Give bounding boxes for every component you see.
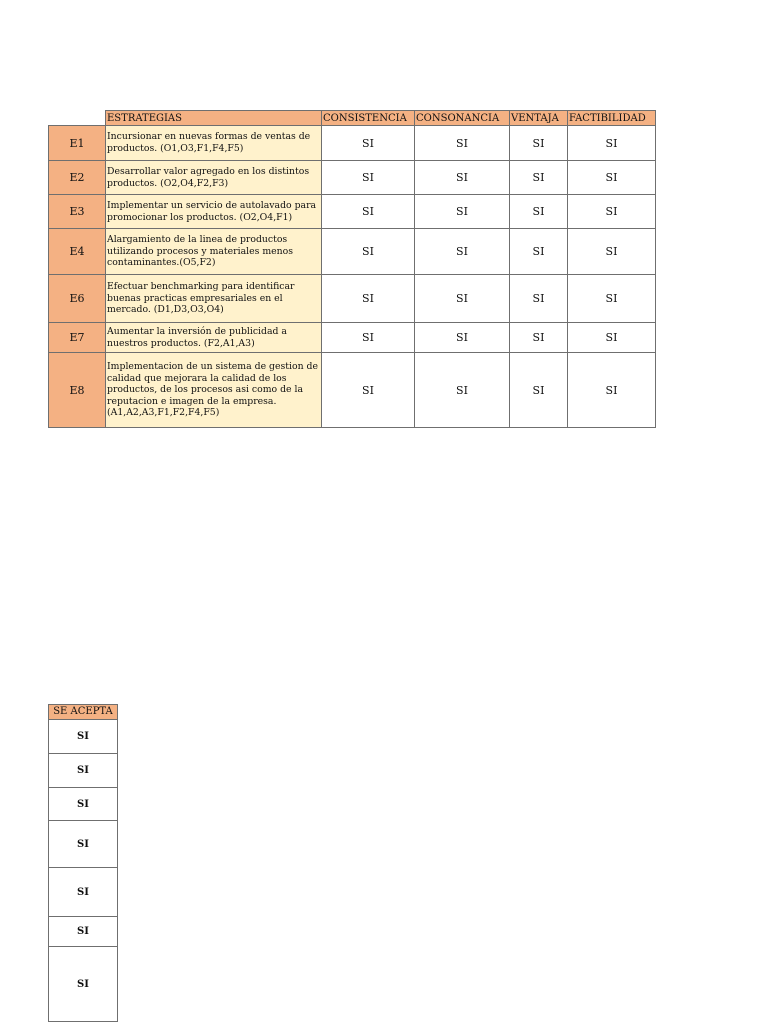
table-row: [49, 126, 656, 161]
consistencia-value: SI: [322, 353, 415, 428]
strategy-code: E7: [49, 323, 106, 353]
ventaja-value: SI: [510, 126, 568, 161]
factibilidad-value: SI: [568, 353, 656, 428]
table-row: [49, 195, 656, 229]
ventaja-value: SI: [510, 353, 568, 428]
header-se-acepta: SE ACEPTA: [49, 705, 118, 720]
acceptance-value: SI: [49, 720, 118, 754]
ventaja-value: SI: [510, 229, 568, 275]
corner-cell: [49, 111, 106, 126]
factibilidad-value: SI: [568, 126, 656, 161]
consonancia-value: SI: [415, 161, 510, 195]
acceptance-value: SI: [49, 754, 118, 788]
acceptance-table: [48, 704, 118, 1022]
consonancia-value: SI: [415, 353, 510, 428]
strategy-description: Desarrollar valor agregado en los distintos productos. (O2,O4,F2,F3): [106, 161, 322, 195]
header-factibilidad: FACTIBILIDAD: [568, 111, 656, 126]
consonancia-value: SI: [415, 275, 510, 323]
strategy-code: E4: [49, 229, 106, 275]
acceptance-value: SI: [49, 947, 118, 1022]
strategy-description: Alargamiento de la linea de productos utilizando procesos y materiales menos contaminantes.(O5,F2): [106, 229, 322, 275]
consonancia-value: SI: [415, 126, 510, 161]
strategy-evaluation-table: [48, 110, 656, 428]
acceptance-value: SI: [49, 917, 118, 947]
consistencia-value: SI: [322, 161, 415, 195]
consistencia-value: SI: [322, 323, 415, 353]
acceptance-value: SI: [49, 788, 118, 821]
strategy-description: Aumentar la inversión de publicidad a nuestros productos. (F2,A1,A3): [106, 323, 322, 353]
consonancia-value: SI: [415, 323, 510, 353]
consistencia-value: SI: [322, 126, 415, 161]
header-ventaja: VENTAJA: [510, 111, 568, 126]
factibilidad-value: SI: [568, 275, 656, 323]
factibilidad-value: SI: [568, 161, 656, 195]
acceptance-value: SI: [49, 821, 118, 868]
acceptance-value: SI: [49, 868, 118, 917]
table-row: [49, 275, 656, 323]
consistencia-value: SI: [322, 229, 415, 275]
header-consistencia: CONSISTENCIA: [322, 111, 415, 126]
table-row: [49, 229, 656, 275]
strategy-description: Incursionar en nuevas formas de ventas de productos. (O1,O3,F1,F4,F5): [106, 126, 322, 161]
ventaja-value: SI: [510, 275, 568, 323]
header-consonancia: CONSONANCIA: [415, 111, 510, 126]
header-estrategias: ESTRATEGIAS: [106, 111, 322, 126]
strategy-description: Implementar un servicio de autolavado para promocionar los productos. (O2,O4,F1): [106, 195, 322, 229]
strategy-code: E2: [49, 161, 106, 195]
strategy-code: E3: [49, 195, 106, 229]
table-row: [49, 161, 656, 195]
ventaja-value: SI: [510, 323, 568, 353]
consonancia-value: SI: [415, 229, 510, 275]
table-row: [49, 323, 656, 353]
factibilidad-value: SI: [568, 229, 656, 275]
consistencia-value: SI: [322, 195, 415, 229]
consistencia-value: SI: [322, 275, 415, 323]
strategy-code: E1: [49, 126, 106, 161]
factibilidad-value: SI: [568, 195, 656, 229]
strategy-description: Implementacion de un sistema de gestion de calidad que mejorara la calidad de los productos, de los procesos asi como de la reputacion e imagen de la empresa. (A1,A2,A3,F1,F2,F4,F5): [106, 353, 322, 428]
factibilidad-value: SI: [568, 323, 656, 353]
ventaja-value: SI: [510, 161, 568, 195]
strategy-code: E6: [49, 275, 106, 323]
consonancia-value: SI: [415, 195, 510, 229]
table-row: [49, 353, 656, 428]
strategy-description: Efectuar benchmarking para identificar buenas practicas empresariales en el mercado. (D1,D3,O3,O4): [106, 275, 322, 323]
ventaja-value: SI: [510, 195, 568, 229]
strategy-code: E8: [49, 353, 106, 428]
header-row: [49, 111, 656, 126]
